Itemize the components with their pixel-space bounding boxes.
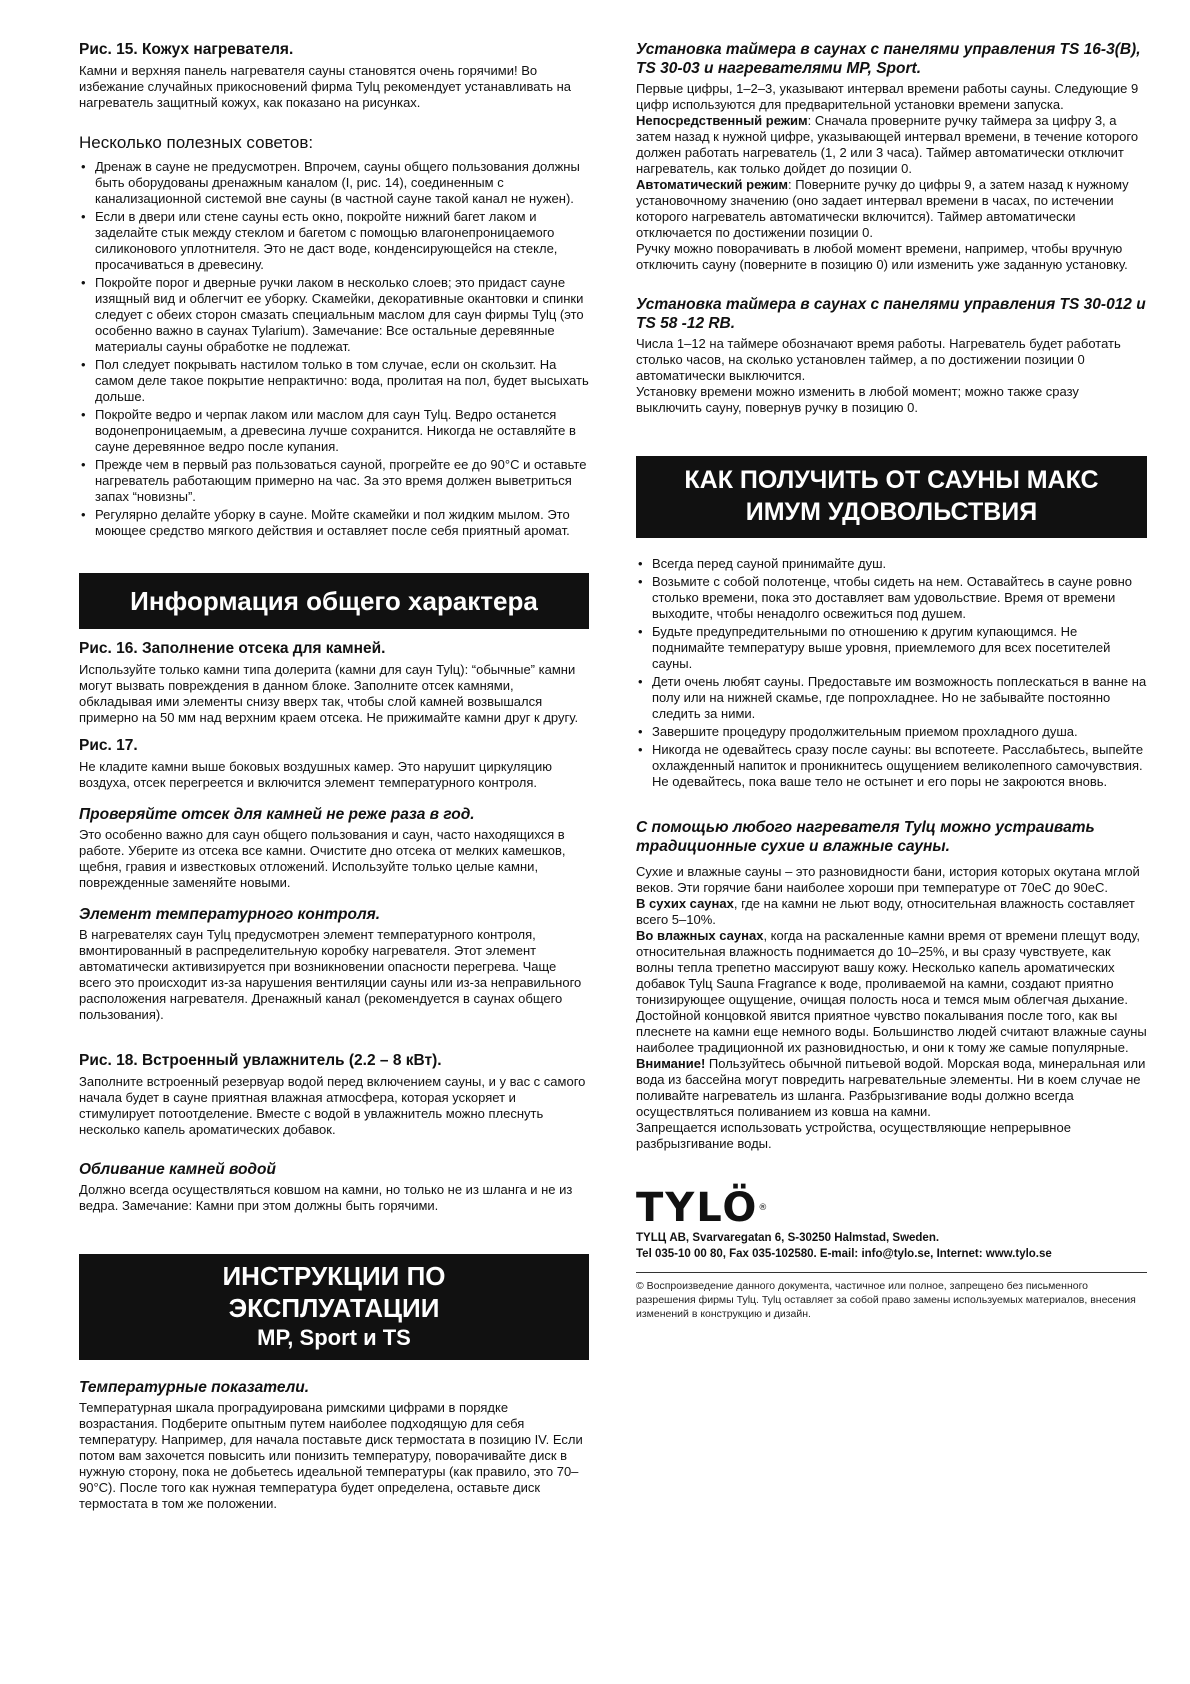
pour-heading: Обливание камней водой <box>79 1161 276 1178</box>
max-pleasure-banner <box>636 456 1147 538</box>
max-pleasure-title-line2: ИМУМ УДОВОЛЬСТВИЯ <box>745 498 1038 526</box>
tylo-logo <box>636 1186 769 1230</box>
fig18-text: Заполните встроенный резервуар водой перед включением сауны, и у вас с самого начала будет в сауне приятная влажная атмосфера, которая ускоряет и стимулирует потоотделение. Вместе с водой в увлажнитель можно плеснуть несколько капель ароматических добавок. <box>79 1074 586 1137</box>
forbid-text: Запрещается использовать устройства, осуществляющие непрерывное разбрызгивание воды. <box>636 1120 1071 1151</box>
pour-text: Должно всегда осуществляться ковшом на камни, но только не из шланга и не из ведра. Замечание: Камни при этом должны быть горячими. <box>79 1182 573 1213</box>
fig15-heading: Рис. 15. Кожух нагревателя. <box>79 41 294 58</box>
copyright-notice: © Воспроизведение данного документа, частичное или полное, запрещено без письменного разрешения фирмы Tylц. Tylц оставляет за собой право замены используемых материалов, внесения изменений в конструкцию и дизайн. <box>636 1280 1136 1320</box>
general-info-title: Информация общего характера <box>130 586 538 616</box>
list-item: • Регулярно делайте уборку в сауне. Мойте скамейки и пол жидким мылом. Это моющее средство мягкого действия и оставляет после себя приятный аромат. <box>79 507 589 539</box>
list-item: • Дети очень любят сауны. Предоставьте им возможность поплескаться в ванне на полу или на нижней скамье, где попрохладнее. Но не забывайте постоянно следить за ними. <box>636 674 1147 722</box>
general-info-banner <box>79 573 589 629</box>
instructions-title-line1: ИНСТРУКЦИИ ПО <box>222 1261 446 1291</box>
temp-heading: Температурные показатели. <box>79 1379 310 1396</box>
direct-mode-paragraph <box>636 113 1147 177</box>
dry-sauna-label: В сухих саунах <box>636 896 734 911</box>
list-item: • Возьмите с собой полотенце, чтобы сидеть на нем. Оставайтесь в сауне ровно столько времени, пока это доставляет вам удовольствие. Время от времени выходите, чтобы ненадолго освежиться под душем. <box>636 574 1147 622</box>
list-item: • Никогда не одевайтесь сразу после сауны: вы вспотеете. Расслабьтесь, выпейте охлажденный напиток и проникнитесь ощущением великолепного самочувствия. Не одевайтесь, пока ваше тело не остынет и его поры не закроются вновь. <box>636 742 1147 790</box>
timer1-text: Первые цифры, 1–2–3, указывают интервал времени работы сауны. Следующие 9 цифр используются для предварительной установки времени запуска. <box>636 81 1139 112</box>
temp-text: Температурная шкала проградуирована римскими цифрами в порядке возрастания. Подберите опытным путем наиболее подходящую для себя температуру. Например, для начала поставьте диск термостата в позицию IV. Если потом вам захочется повысить или понизить температуру, поворачивайте диск в нужную сторону, пока не добьетесь идеальной температуры (как правило, это 70–90°C). После того как нужная температура будет определена, оставьте диск термостата в том же положении. <box>79 1400 583 1511</box>
tips-list <box>79 159 589 539</box>
direct-mode-label: Непосредственный режим <box>636 113 808 128</box>
timer2-note: Установку времени можно изменить в любой момент; можно также сразу выключить сауну, повернув ручку в позицию 0. <box>636 384 1079 415</box>
left-column <box>79 40 589 1512</box>
fig16-text: Используйте только камни типа долерита (камни для саун Tylц): “обычные” камни могут вызвать повреждения в данном блоке. Заполните отсек камнями, обкладывая ими элементы снизу вверх так, чтобы слой камней возвышался примерно на 50 мм над верхним краем отсека. Не прижимайте камни друг к другу. <box>79 662 579 725</box>
dry-wet-heading: С помощью любого нагревателя Tylц можно устраивать традиционные сухие и влажные сауны. <box>636 819 1095 855</box>
auto-mode-paragraph <box>636 177 1147 241</box>
auto-mode-label: Автоматический режим <box>636 177 788 192</box>
attention-text: Пользуйтесь обычной питьевой водой. Морская вода, минеральная или вода из бассейна могут повредить нагревательные элементы. Ни в коем случае не поливайте нагреватель из шланга. Разбрызгивание воды должно всегда осуществляться поливанием из ковша на камни. <box>636 1056 1146 1119</box>
dry-sauna-paragraph <box>636 896 1147 928</box>
list-item: • Будьте предупредительными по отношению к другим купающимся. Не поднимайте температуру выше уровня, приемлемого для всех посетителей сауны. <box>636 624 1147 672</box>
right-column <box>636 40 1147 1321</box>
wet-sauna-label: Во влажных саунах <box>636 928 764 943</box>
element-text: В нагревателях саун Tylц предусмотрен элемент температурного контроля, вмонтированный в распределительную коробку нагревателя. Этот элемент автоматически активизируется при возникновении опасности перегрева. Чаще всего это происходит из-за нарушения вентиляции сауны или из-за неправильного расположения нагревателя. Дренажный канал (рекомендуется в саунах общего пользования). <box>79 927 582 1022</box>
attention-label: Внимание! <box>636 1056 706 1071</box>
company-contacts: Tel 035-10 00 80, Fax 035-102580. E-mail: info@tylo.se, Internet: www.tylo.se <box>636 1248 1052 1260</box>
dry-sauna-text: , где на камни не льют воду, относительная влажность составляет всего 5–10%. <box>636 896 1135 927</box>
wet-sauna-text: , когда на раскаленные камни время от времени плещут воду, относительная влажность поднимается до 10–25%, и вы сразу чувствуете, как волны тепла трепетно массируют вашу кожу. Несколько капель ароматических добавок Tylц Sauna Fragrance к воде, проливаемой на камни, создают приятно тонизирующее ощущение, очищая полость носа и темся мым облегчая дыхание. Достойной концовкой явится приятное чувство покалывания после того, как вы плеснете на камни еще немного воды. Большинство людей считают влажные сауны наиболее традиционной их разновидностью, и они к тому же самые популярные. <box>636 928 1147 1055</box>
auto-mode-text: : Поверните ручку до цифры 9, а затем назад к нужному установочному значению (оно задает интервал времени в часах, по истечении которого нагреватель автоматически включится). Таймер автоматически отключается по достижении позиции 0. <box>636 177 1129 240</box>
registered-mark: ® <box>758 1203 770 1213</box>
list-item: • Если в двери или стене сауны есть окно, покройте нижний багет лаком и заделайте стык между стеклом и багетом с помощью влагонепроницаемого силиконового уплотнителя. Это не даст воде, конденсирующейся на стекле, просачиваться в древесину. <box>79 209 589 273</box>
fig17-text: Не кладите камни выше боковых воздушных камер. Это нарушит циркуляцию воздуха, отсек перегреется и включится элемент температурного контроля. <box>79 759 552 790</box>
list-item: • Покройте порог и дверные ручки лаком в несколько слоев; это придаст сауне изящный вид и облегчит ее уборку. Скамейки, декоративные окантовки и спинки следует с обеих сторон смазать специальным маслом для саун фирмы Tylц (это особенно важно в саунах Tylarium). Замечание: Все остальные деревянные материалы сауны обработке не подлежат. <box>79 275 589 355</box>
list-item: • Всегда перед сауной принимайте душ. <box>636 556 1147 572</box>
direct-mode-text: : Сначала проверните ручку таймера за цифру 3, а затем назад к нужной цифре, указывающей интервал времени, в течение которого должен работать нагреватель (1, 2 или 3 часа). Таймер автоматически отключит нагреватель, как только дойдет до позиции 0. <box>636 113 1139 176</box>
fig17-heading: Рис. 17. <box>79 737 138 754</box>
wet-sauna-paragraph <box>636 928 1147 1056</box>
fig15-text: Камни и верхняя панель нагревателя сауны становятся очень горячими! Во избежание случайных прикосновений фирма Tylц рекомендует устанавливать на нагреватель защитный кожух, как показано на рисунках. <box>79 63 571 110</box>
attention-paragraph <box>636 1056 1147 1120</box>
timer1-note: Ручку можно поворачивать в любой момент времени, например, чтобы вручную отключить сауну (поверните в позицию 0) или изменить уже заданную установку. <box>636 241 1128 272</box>
list-item: • Дренаж в сауне не предусмотрен. Впрочем, сауны общего пользования должны быть оборудованы дренажным каналом (I, рис. 14), соединенным с канализационной системой вне сауны (в частной сауне такой канал не нужен). <box>79 159 589 207</box>
list-item: • Пол следует покрывать настилом только в том случае, если он скользит. На самом деле такое покрытие непрактично: вода, пролитая на пол, будет высыхать дольше. <box>79 357 589 405</box>
footer <box>636 1186 1147 1321</box>
fig18-heading: Рис. 18. Встроенный увлажнитель (2.2 – 8 кВт). <box>79 1052 442 1069</box>
check-heading: Проверяйте отсек для камней не реже раза в год. <box>79 806 475 823</box>
list-item: • Завершите процедуру продолжительным приемом прохладного душа. <box>636 724 1147 740</box>
footer-divider <box>636 1272 1147 1273</box>
company-address: TYLЦ AB, Svarvaregatan 6, S-30250 Halmstad, Sweden. <box>636 1232 940 1244</box>
list-item: • Прежде чем в первый раз пользоваться сауной, прогрейте ее до 90°C и оставьте нагреватель работающим примерно на час. За это время должен выветриться запах “новизны”. <box>79 457 589 505</box>
element-heading: Элемент температурного контроля. <box>79 906 381 923</box>
timer2-text: Числа 1–12 на таймере обозначают время работы. Нагреватель будет работать столько часов, на сколько установлен таймер, а по достижении позиции 0 автоматически выключится. <box>636 336 1121 383</box>
max-pleasure-title-line1: КАК ПОЛУЧИТЬ ОТ САУНЫ МАКС <box>684 466 1099 494</box>
timer1-heading: Установка таймера в саунах с панелями управления TS 16-3(B), TS 30-03 и нагревателями MP, Sport. <box>636 41 1141 77</box>
dry-wet-intro: Сухие и влажные сауны – это разновидности бани, история которых окутана мглой веков. Эти горячие бани наиболее хороши при температуре от 70еС до 90еС. <box>636 864 1140 895</box>
instructions-title-line2: ЭКСПЛУАТАЦИИ <box>228 1293 440 1323</box>
instructions-subtitle: MP, Sport и TS <box>257 1325 411 1350</box>
timer2-heading: Установка таймера в саунах с панелями управления TS 30-012 и TS 58 -12 RB. <box>636 296 1146 332</box>
logo-text: TYLÖ <box>636 1185 759 1231</box>
instructions-banner <box>79 1254 589 1360</box>
check-text: Это особенно важно для саун общего пользования и саун, часто находящихся в работе. Уберите из отсека все камни. Очистите дно отсека от мелких камешков, щебня, гравия и известковых отложений. Используйте только целые камни, поврежденные заменяйте новыми. <box>79 827 566 890</box>
list-item: • Покройте ведро и черпак лаком или маслом для саун Tylц. Ведро останется водонепроницаемым, а древесина лучше сохранится. Никогда не оставляйте в сауне деревянное ведро после купания. <box>79 407 589 455</box>
fig16-heading: Рис. 16. Заполнение отсека для камней. <box>79 640 386 657</box>
tips-heading: Несколько полезных советов: <box>79 133 314 152</box>
max-pleasure-list <box>636 556 1147 790</box>
